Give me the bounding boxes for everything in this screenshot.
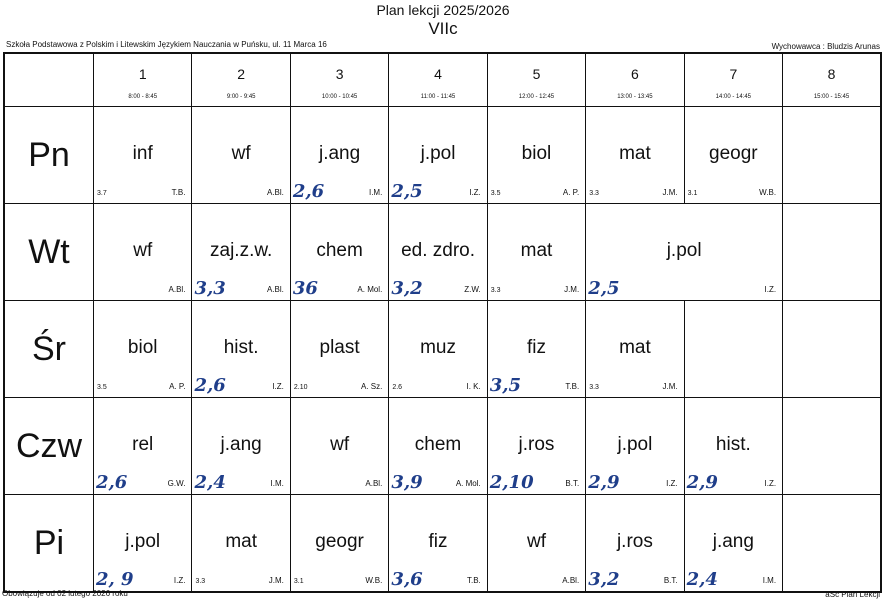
lesson-teacher: A.Bl.	[365, 479, 383, 488]
period-time: 9:00 - 9:45	[226, 94, 256, 100]
lesson-room: 2,5	[391, 181, 423, 202]
lesson-subject: mat	[225, 531, 257, 552]
corner-cell	[4, 53, 94, 107]
period-number: 2	[237, 66, 246, 82]
lesson-subject: j.ros	[616, 531, 653, 552]
day-row-thursday	[4, 398, 881, 495]
lesson-room: 36	[292, 278, 318, 299]
lesson-subject: hist.	[715, 434, 751, 455]
lesson-cell	[94, 204, 192, 301]
day-label: Pn	[4, 107, 94, 204]
lesson-teacher: A.Bl.	[562, 576, 580, 585]
lesson-teacher: A. Sz.	[360, 382, 383, 391]
period-number: 5	[532, 66, 541, 82]
lesson-subject: j.ros	[518, 434, 555, 455]
lesson-subject: wf	[133, 240, 153, 261]
lesson-room: 3,2	[588, 569, 620, 590]
lesson-subject: j.ang	[712, 531, 754, 552]
lesson-room: 2,4	[194, 472, 226, 493]
lesson-teacher: W.B.	[365, 576, 383, 585]
lesson-cell	[94, 398, 192, 495]
lesson-room: 3.3	[589, 190, 599, 197]
lesson-subject: muz	[420, 337, 456, 358]
lesson-subject: geogr	[315, 531, 364, 552]
lesson-teacher: B.T.	[565, 479, 580, 488]
lesson-subject: mat	[520, 240, 553, 261]
lesson-room: 2,6	[292, 181, 325, 202]
lesson-cell	[389, 204, 487, 301]
period-number: 3	[335, 66, 344, 82]
lesson-cell	[192, 204, 290, 301]
validity-note: Obowiązuje od 02 lutego 2026 roku	[2, 589, 128, 598]
period-time: 11:00 - 11:45	[420, 94, 456, 100]
period-time: 12:00 - 12:45	[518, 94, 555, 100]
period-time: 15:00 - 15:45	[813, 94, 850, 100]
period-header	[192, 53, 290, 107]
lesson-teacher: I.Z.	[272, 382, 284, 391]
lesson-cell	[684, 398, 782, 495]
lesson-subject: j.pol	[666, 240, 702, 261]
lesson-subject: biol	[127, 337, 158, 358]
lesson-teacher: J.M.	[662, 382, 678, 391]
lesson-cell	[487, 107, 585, 204]
lesson-room: 3.1	[687, 190, 698, 197]
lesson-room: 3.5	[97, 384, 107, 391]
timetable	[3, 52, 882, 593]
lesson-subject: inf	[132, 143, 153, 164]
lesson-subject: chem	[316, 240, 363, 261]
period-header	[684, 53, 782, 107]
lesson-subject: wf	[526, 531, 546, 552]
lesson-room: 3.3	[195, 578, 206, 585]
lesson-room: 2,6	[96, 472, 128, 493]
lesson-subject: zaj.z.w.	[210, 240, 273, 261]
period-header	[783, 53, 881, 107]
lesson-room: 3,2	[391, 278, 423, 299]
class-name: VIIc	[428, 19, 458, 38]
homeroom-teacher: Wychowawca : Bludzis Arunas	[771, 42, 880, 51]
page-title: Plan lekcji 2025/2026	[376, 2, 510, 18]
lesson-teacher: J.M.	[662, 188, 678, 197]
lesson-room: 3.3	[589, 384, 599, 391]
period-time: 14:00 - 14:45	[715, 94, 752, 100]
lesson-subject: fiz	[428, 531, 448, 552]
lesson-cell-empty	[783, 204, 881, 301]
lesson-teacher: G.W.	[167, 479, 186, 488]
lesson-cell	[290, 301, 388, 398]
day-row-tuesday	[4, 204, 881, 301]
day-label: Pi	[4, 495, 94, 593]
lesson-teacher: A.Bl.	[266, 285, 284, 294]
lesson-cell	[586, 495, 684, 593]
lesson-subject: chem	[414, 434, 462, 455]
lesson-subject: hist.	[223, 337, 259, 358]
lesson-cell	[290, 398, 388, 495]
lesson-teacher: I.Z.	[469, 188, 481, 197]
lesson-teacher: A.Bl.	[266, 188, 284, 197]
period-time: 13:00 - 13:45	[617, 94, 653, 100]
lesson-cell	[487, 495, 585, 593]
lesson-cell	[192, 398, 290, 495]
lesson-subject: mat	[619, 337, 651, 358]
lesson-cell	[192, 301, 290, 398]
lesson-room: 3.5	[490, 190, 501, 197]
lesson-subject: j.pol	[420, 143, 456, 164]
period-number: 4	[434, 66, 442, 82]
lesson-teacher: J.M.	[268, 576, 284, 585]
period-number: 6	[631, 66, 639, 82]
lesson-cell	[487, 204, 585, 301]
lesson-teacher: A. Mol.	[357, 285, 383, 294]
lesson-subject: wf	[231, 143, 251, 164]
lesson-room: 3,6	[391, 569, 423, 590]
lesson-teacher: I.Z.	[173, 576, 186, 585]
lesson-cell	[487, 301, 585, 398]
period-header	[487, 53, 585, 107]
lesson-teacher: W.B.	[759, 188, 777, 197]
day-label: Śr	[4, 301, 94, 398]
lesson-cell-empty	[783, 301, 881, 398]
lesson-teacher: I.M.	[368, 188, 383, 197]
lesson-room: 3.3	[490, 287, 501, 294]
lesson-cell	[290, 204, 388, 301]
lesson-subject: wf	[330, 434, 350, 455]
lesson-cell	[389, 107, 487, 204]
lesson-teacher: A.Bl.	[168, 285, 186, 294]
lesson-cell	[586, 398, 684, 495]
lesson-room: 3.1	[293, 578, 304, 585]
lesson-room: 2,9	[686, 472, 718, 493]
lesson-cell-empty	[684, 301, 782, 398]
lesson-room: 3,5	[489, 375, 522, 396]
lesson-teacher: I.M.	[762, 576, 777, 585]
software-credit: aSc Plan Lekcji	[825, 590, 880, 599]
lesson-teacher: I.Z.	[666, 479, 678, 488]
lesson-cell	[389, 301, 487, 398]
lesson-subject: biol	[521, 143, 552, 164]
lesson-cell-double	[586, 204, 783, 301]
day-label: Wt	[4, 204, 94, 301]
lesson-teacher: T.B.	[466, 576, 481, 585]
day-row-monday	[4, 107, 881, 204]
lesson-room: 3,3	[194, 278, 226, 299]
lesson-subject: j.pol	[125, 531, 161, 552]
lesson-room: 2, 9	[96, 569, 134, 590]
lesson-teacher: I.M.	[270, 479, 284, 488]
lesson-room: 2.6	[392, 384, 403, 391]
lesson-room: 2,9	[588, 472, 620, 493]
lesson-cell	[94, 301, 192, 398]
lesson-teacher: B.T.	[663, 576, 678, 585]
lesson-cell	[684, 495, 782, 593]
period-number: 1	[138, 66, 147, 82]
lesson-room: 3.7	[97, 190, 107, 197]
lesson-teacher: T.B.	[565, 382, 580, 391]
lesson-cell	[586, 301, 684, 398]
lesson-cell-empty	[783, 495, 881, 593]
lesson-teacher: A. P.	[562, 188, 580, 197]
lesson-teacher: I.Z.	[764, 285, 777, 294]
period-header	[389, 53, 487, 107]
period-number: 7	[729, 66, 738, 82]
lesson-subject: plast	[319, 337, 360, 358]
lesson-teacher: A. P.	[169, 382, 186, 391]
day-row-friday	[4, 495, 881, 593]
period-time: 10:00 - 10:45	[321, 94, 358, 100]
lesson-cell-empty	[783, 107, 881, 204]
lesson-cell	[192, 495, 290, 593]
lesson-room: 2,6	[194, 375, 226, 396]
period-header	[586, 53, 684, 107]
lesson-cell	[94, 107, 192, 204]
lesson-subject: rel	[132, 434, 154, 455]
lesson-room: 3,9	[391, 472, 423, 493]
day-row-wednesday	[4, 301, 881, 398]
lesson-subject: j.ang	[220, 434, 262, 455]
period-header	[290, 53, 388, 107]
lesson-cell	[389, 398, 487, 495]
lesson-teacher: Z.W.	[464, 285, 481, 294]
lesson-cell	[487, 398, 585, 495]
lesson-room: 2.10	[293, 384, 308, 391]
lesson-subject: ed. zdro.	[401, 240, 475, 261]
lesson-cell	[94, 495, 192, 593]
lesson-cell	[586, 107, 684, 204]
lesson-subject: j.ang	[318, 143, 361, 164]
lesson-teacher: T.B.	[171, 188, 186, 197]
lesson-cell	[192, 107, 290, 204]
school-name: Szkoła Podstawowa z Polskim i Litewskim Językiem Nauczania w Puńsku, ul. 11 Marca 16	[6, 40, 327, 49]
period-number: 8	[827, 66, 836, 82]
lesson-subject: mat	[619, 143, 651, 164]
lesson-cell	[290, 495, 388, 593]
lesson-room: 2,5	[588, 278, 620, 299]
lesson-room: 2,10	[489, 472, 534, 493]
lesson-cell	[389, 495, 487, 593]
period-time: 8:00 - 8:45	[128, 94, 158, 100]
day-label: Czw	[4, 398, 94, 495]
lesson-teacher: I. K.	[466, 382, 481, 391]
lesson-teacher: A. Mol.	[455, 479, 481, 488]
lesson-room: 2,4	[686, 569, 718, 590]
lesson-cell-empty	[783, 398, 881, 495]
lesson-cell	[684, 107, 782, 204]
lesson-subject: geogr	[709, 143, 758, 164]
lesson-teacher: J.M.	[564, 285, 580, 294]
lesson-subject: fiz	[526, 337, 546, 358]
lesson-cell	[290, 107, 388, 204]
lesson-teacher: I.Z.	[764, 479, 777, 488]
period-header	[94, 53, 192, 107]
lesson-subject: j.pol	[617, 434, 653, 455]
period-header-row	[4, 53, 881, 107]
